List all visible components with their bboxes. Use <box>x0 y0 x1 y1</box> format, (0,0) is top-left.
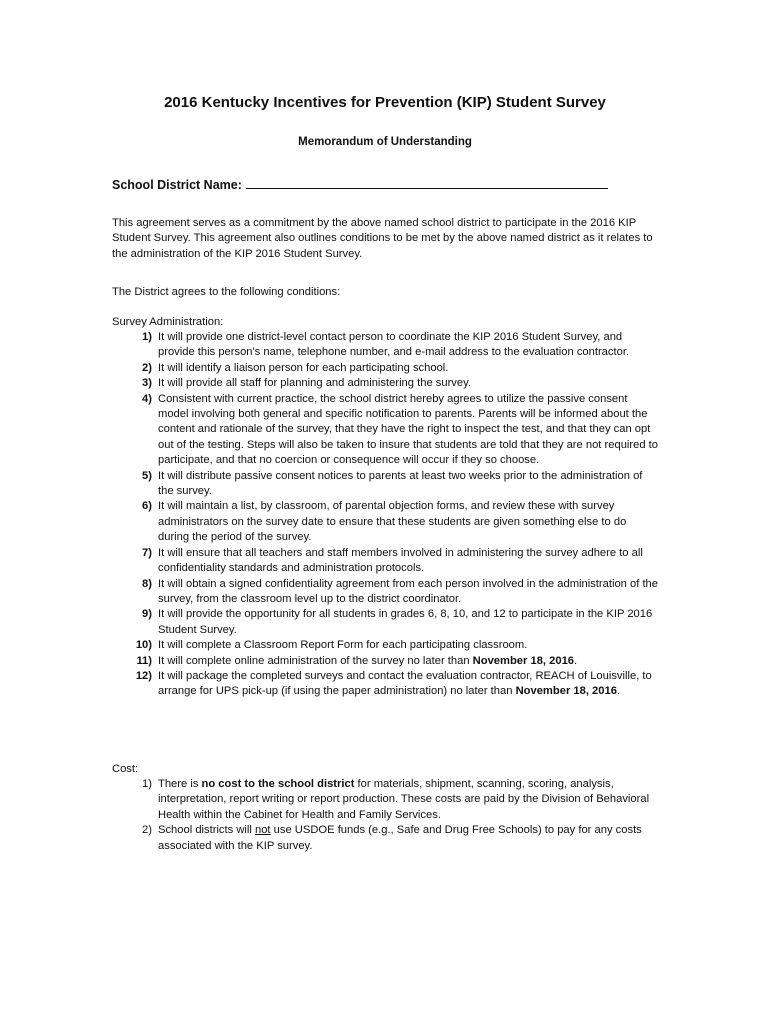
school-district-field <box>112 176 608 192</box>
school-district-blank-line[interactable] <box>246 176 608 189</box>
item-number: 10) <box>135 639 152 652</box>
item-emphasis: no cost to the school district <box>201 778 355 790</box>
list-item <box>112 669 660 700</box>
item-text: It will package the completed surveys and contact the evaluation contractor, REACH of Louisville, to arrange for UPS pick-up (if using the paper administration) no later than <box>158 669 652 698</box>
list-item <box>112 607 660 638</box>
item-text-end: use USDOE funds (e.g., Safe and Drug Free Schools) to pay for any costs associated with the KIP survey. <box>158 824 642 852</box>
item-text-end: . <box>574 654 578 667</box>
item-text: It will identify a liaison person for each participating school. <box>158 361 449 374</box>
item-text: It will maintain a list, by classroom, of parental objection forms, and review these with survey administrators on the survey date to ensure that these students are given something else to do during the period of the survey. <box>158 500 627 544</box>
list-item <box>112 361 660 376</box>
list-item <box>112 499 660 545</box>
item-text: It will complete a Classroom Report Form for each participating classroom. <box>158 639 528 652</box>
school-district-label: School District Name: <box>112 178 242 192</box>
conditions-intro: The District agrees to the following conditions: <box>112 286 341 298</box>
item-number: 12) <box>135 669 152 682</box>
list-item <box>112 469 660 500</box>
list-item <box>112 546 660 577</box>
survey-admin-list <box>112 330 660 700</box>
survey-admin-heading: Survey Administration: <box>112 316 224 328</box>
item-text: It will ensure that all teachers and staff members involved in administering the survey adhere to all confidentiality standards and administration protocols. <box>158 546 643 575</box>
item-number: 3) <box>142 377 152 390</box>
item-text: There is <box>158 778 202 790</box>
item-text: It will provide all staff for planning and administering the survey. <box>158 377 471 390</box>
item-text: It will provide one district-level contact person to coordinate the KIP 2016 Student Survey, and provide this person's name, telephone number, and e-mail address to the evaluation contractor. <box>158 331 630 359</box>
item-underline: not <box>254 824 271 837</box>
item-text-end: . <box>616 685 621 698</box>
list-item <box>112 654 660 669</box>
item-number: 7) <box>142 546 152 559</box>
item-number: 9) <box>142 608 152 621</box>
item-date: November 18, 2016 <box>515 685 617 698</box>
item-number: 1) <box>142 331 152 343</box>
item-text-end: for materials, shipment, scanning, scoring, analysis, interpretation, report writing or report production. These costs are paid by the Division of Behavioral Health within the Cabinet for Health and Family Services. <box>158 778 650 821</box>
item-number: 1) <box>142 778 152 790</box>
item-number: 2) <box>142 361 152 374</box>
item-text: Consistent with current practice, the school district hereby agrees to utilize the passive consent model involving both general and specific notification to parents. Parents will be informed about the content and rationale of the survey, that they have the right to inspect the test, and that they can opt out of the testing. Steps will also be taken to insure that students are told that they are not required to participate, and that no coercion or consequence will occur if they so choose. <box>158 392 659 467</box>
item-number: 4) <box>142 392 152 405</box>
item-number: 11) <box>136 654 152 667</box>
item-text: School districts will <box>158 824 255 837</box>
item-number: 5) <box>142 469 152 482</box>
item-number: 8) <box>142 577 152 590</box>
intro-paragraph: This agreement serves as a commitment by the above named school district to participate in the 2016 KIP Student Survey. This agreement also outlines conditions to be met by the above named district as it relates to the administration of the KIP 2016 Student Survey. <box>112 217 653 260</box>
list-item <box>112 577 660 608</box>
item-number: 2) <box>142 824 152 837</box>
cost-heading: Cost: <box>112 763 139 775</box>
item-date: November 18, 2016 <box>472 654 575 667</box>
list-item <box>112 376 660 391</box>
cost-list <box>112 777 660 854</box>
document-subtitle: Memorandum of Understanding <box>298 136 472 148</box>
item-text: It will complete online administration of the survey no later than <box>158 654 473 667</box>
item-text: It will provide the opportunity for all students in grades 6, 8, 10, and 12 to participate in the KIP 2016 Student Survey. <box>158 608 653 636</box>
list-item <box>112 392 660 469</box>
item-text: It will obtain a signed confidentiality agreement from each person involved in the administration of the survey, from the classroom level up to the district coordinator. <box>158 577 658 605</box>
item-number: 6) <box>142 500 152 513</box>
list-item <box>112 823 660 854</box>
list-item <box>112 638 660 653</box>
item-text: It will distribute passive consent notices to parents at least two weeks prior to the administration of the survey. <box>158 469 643 498</box>
list-item <box>112 330 660 361</box>
list-item <box>112 777 660 823</box>
document-title: 2016 Kentucky Incentives for Prevention (KIP) Student Survey <box>164 94 606 111</box>
